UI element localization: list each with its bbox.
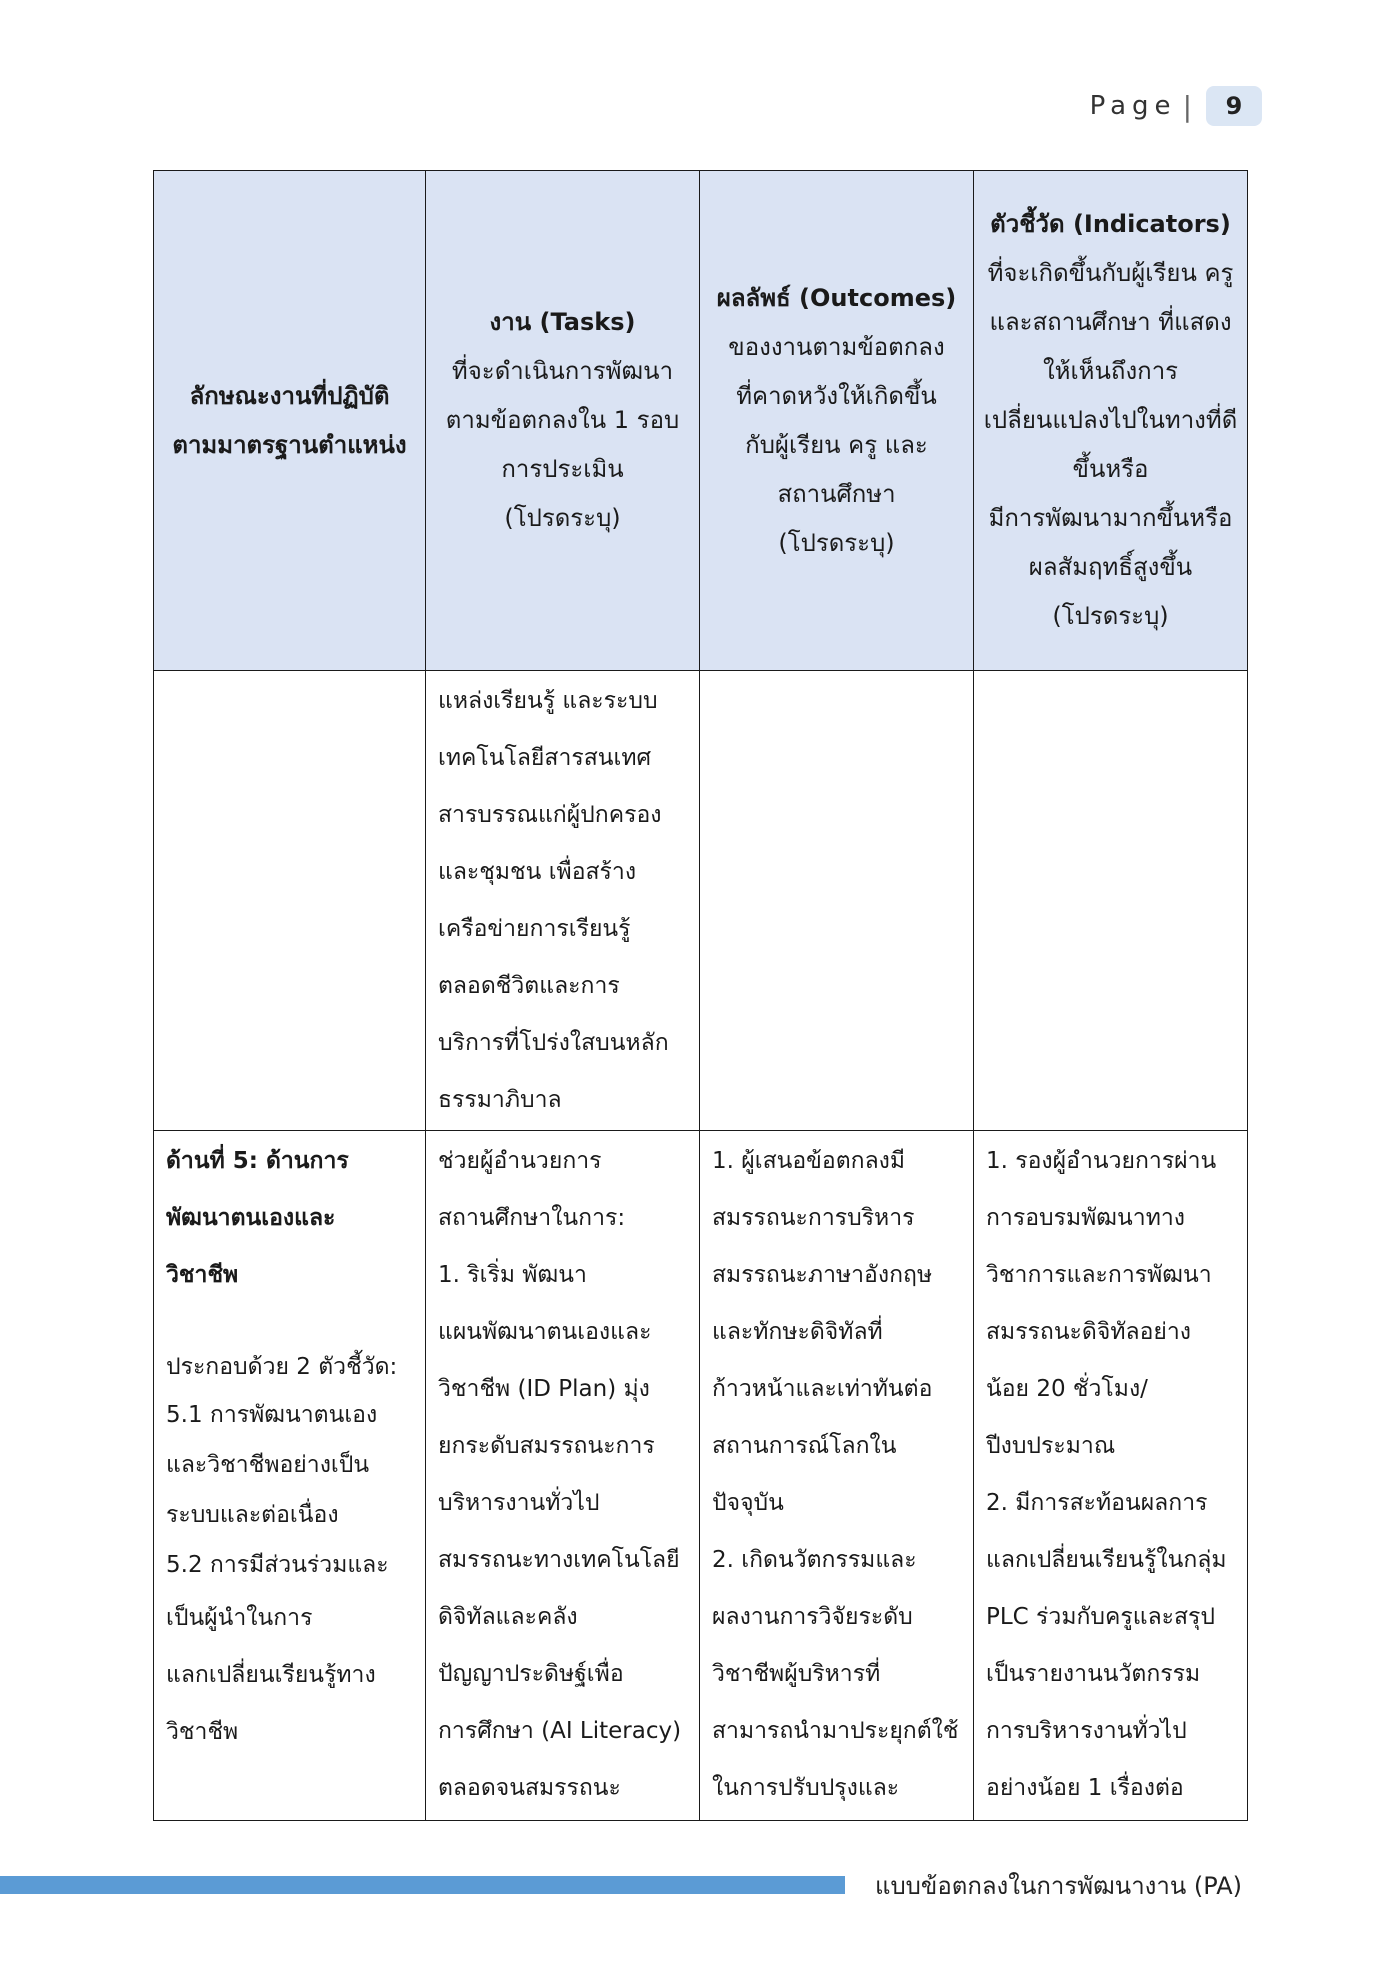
cell-text: สมรรถนะการบริหาร: [712, 1205, 915, 1231]
header-text: (โปรดระบุ): [504, 504, 621, 532]
cell-tasks-5: [426, 1131, 700, 1821]
cell-text: 2. มีการสะท้อนผลการ: [986, 1490, 1208, 1516]
cell-text: บริหารงานทั่วไป: [438, 1490, 600, 1516]
header-standard-position: [154, 171, 426, 671]
cell-text: เป็นรายงานนวัตกรรม: [986, 1661, 1201, 1687]
cell-text: แผนพัฒนาตนเองและ: [438, 1319, 652, 1345]
header-text: ที่จะดำเนินการพัฒนา: [451, 357, 674, 385]
header-text: ที่คาดหวังให้เกิดขึ้น: [736, 381, 937, 410]
header-text: เปลี่ยนแปลงไปในทางที่ดี: [983, 406, 1238, 434]
area-desc: แลกเปลี่ยนเรียนรู้ทาง: [166, 1662, 376, 1688]
header-text: งาน (Tasks): [489, 308, 636, 336]
header-outcomes: [700, 171, 974, 671]
page-label: Page: [1089, 91, 1177, 121]
cell-text: แหล่งเรียนรู้ และระบบ: [438, 688, 658, 714]
header-text: และสถานศึกษา ที่แสดง: [989, 308, 1232, 336]
cell-text: การอบรมพัฒนาทาง: [986, 1205, 1186, 1231]
cell-text: ตลอดชีวิตและการ: [438, 973, 620, 999]
area-desc: วิชาชีพ: [166, 1719, 239, 1745]
cell-text: สารบรรณแก่ผู้ปกครอง: [438, 802, 662, 828]
area-desc: เป็นผู้นำในการ: [166, 1605, 313, 1631]
header-text: ผลสัมฤทธิ์สูงขึ้น: [1028, 553, 1193, 581]
header-text: ให้เห็นถึงการ: [1042, 357, 1179, 385]
header-text: มีการพัฒนามากขึ้นหรือ: [988, 504, 1233, 532]
cell-text: สมรรถนะทางเทคโนโลยี: [438, 1547, 680, 1573]
cell-text: ธรรมาภิบาล: [438, 1087, 562, 1113]
footer-title: แบบข้อตกลงในการพัฒนางาน (PA): [874, 1872, 1242, 1900]
table-header-row: [154, 171, 1248, 671]
header-text: สถานศึกษา: [777, 479, 896, 508]
area-title: พัฒนาตนเองและ: [166, 1205, 336, 1231]
cell-text: สามารถนำมาประยุกต์ใช้: [712, 1718, 959, 1744]
cell-outcomes-empty: [700, 671, 974, 1131]
cell-text: 1. ริเริ่ม พัฒนา: [438, 1262, 587, 1288]
cell-text: ในการปรับปรุงและ: [712, 1775, 900, 1801]
cell-text: ปัจจุบัน: [712, 1490, 784, 1516]
cell-text: ผลงานการวิจัยระดับ: [712, 1604, 913, 1630]
cell-text: แลกเปลี่ยนเรียนรู้ในกลุ่ม: [986, 1547, 1227, 1573]
cell-text: ก้าวหน้าและเท่าทันต่อ: [712, 1376, 933, 1402]
header-text: ขึ้นหรือ: [1072, 455, 1149, 483]
area-title: ด้านที่ 5: ด้านการ: [166, 1148, 349, 1174]
area-title: วิชาชีพ: [166, 1262, 239, 1288]
cell-text: ช่วยผู้อำนวยการ: [438, 1148, 602, 1174]
cell-text: ตลอดจนสมรรถนะ: [438, 1775, 621, 1801]
header-text: ที่จะเกิดขึ้นกับผู้เรียน ครู: [987, 259, 1234, 287]
area-desc: ประกอบด้วย 2 ตัวชี้วัด:: [166, 1354, 398, 1380]
cell-area-5: [154, 1131, 426, 1821]
area-desc: 5.2 การมีส่วนร่วมและ: [166, 1552, 389, 1578]
cell-text: PLC ร่วมกับครูและสรุป: [986, 1604, 1216, 1630]
cell-text: ยกระดับสมรรถนะการ: [438, 1433, 655, 1459]
cell-text: สมรรถนะภาษาอังกฤษ: [712, 1262, 933, 1288]
cell-indicators-empty: [974, 671, 1248, 1131]
page-header: [1090, 86, 1262, 126]
header-text: (โปรดระบุ): [1052, 602, 1169, 630]
cell-text: การศึกษา (AI Literacy): [438, 1718, 682, 1744]
cell-text: เครือข่ายการเรียนรู้: [438, 916, 631, 942]
header-text: ตัวชี้วัด (Indicators): [990, 210, 1231, 238]
header-indicators: [974, 171, 1248, 671]
header-text: ลักษณะงานที่ปฏิบัติ: [189, 381, 390, 410]
page-number-badge: 9: [1206, 86, 1262, 126]
area-desc: และวิชาชีพอย่างเป็น: [166, 1452, 370, 1478]
pa-agreement-table: [153, 170, 1248, 1821]
cell-text: สถานศึกษาในการ:: [438, 1205, 626, 1231]
page-separator: |: [1182, 89, 1192, 123]
cell-text: สมรรถนะดิจิทัลอย่าง: [986, 1319, 1192, 1345]
table-row-continued: [154, 671, 1248, 1131]
cell-text: วิชาชีพผู้บริหารที่: [712, 1661, 881, 1687]
area-desc: ระบบและต่อเนื่อง: [166, 1502, 339, 1528]
table-row-area-5: [154, 1131, 1248, 1821]
header-text: ของงานตามข้อตกลง: [728, 332, 945, 361]
cell-text: ดิจิทัลและคลัง: [438, 1604, 578, 1630]
cell-indicators-5: [974, 1131, 1248, 1821]
header-text: (โปรดระบุ): [778, 528, 895, 557]
header-text: กับผู้เรียน ครู และ: [745, 430, 928, 459]
cell-text: และชุมชน เพื่อสร้าง: [438, 859, 637, 885]
cell-standard-empty: [154, 671, 426, 1131]
cell-outcomes-5: [700, 1131, 974, 1821]
cell-text: ปีงบประมาณ: [986, 1433, 1116, 1459]
cell-text: น้อย 20 ชั่วโมง/: [986, 1376, 1148, 1402]
header-text: ตามมาตรฐานตำแหน่ง: [172, 430, 407, 459]
cell-text: เทคโนโลยีสารสนเทศ: [438, 745, 652, 771]
cell-text: อย่างน้อย 1 เรื่องต่อ: [986, 1775, 1184, 1801]
spacer: [166, 1304, 413, 1344]
header-tasks: [426, 171, 700, 671]
header-text: การประเมิน: [501, 455, 624, 483]
cell-tasks-continued: [426, 671, 700, 1131]
cell-text: ปัญญาประดิษฐ์เพื่อ: [438, 1661, 624, 1687]
cell-text: วิชาการและการพัฒนา: [986, 1262, 1212, 1288]
cell-text: 1. รองผู้อำนวยการผ่าน: [986, 1148, 1217, 1174]
cell-text: การบริหารงานทั่วไป: [986, 1718, 1187, 1744]
cell-text: 2. เกิดนวัตกรรมและ: [712, 1547, 917, 1573]
cell-text: บริการที่โปร่งใสบนหลัก: [438, 1030, 669, 1056]
area-desc: 5.1 การพัฒนาตนเอง: [166, 1402, 378, 1428]
cell-text: 1. ผู้เสนอข้อตกลงมี: [712, 1148, 906, 1174]
cell-text: วิชาชีพ (ID Plan) มุ่ง: [438, 1376, 650, 1402]
cell-text: สถานการณ์โลกใน: [712, 1433, 897, 1459]
header-text: ผลลัพธ์ (Outcomes): [716, 283, 957, 312]
cell-text: และทักษะดิจิทัลที่: [712, 1319, 883, 1345]
header-text: ตามข้อตกลงใน 1 รอบ: [445, 406, 680, 434]
footer-bar: [0, 1876, 845, 1894]
